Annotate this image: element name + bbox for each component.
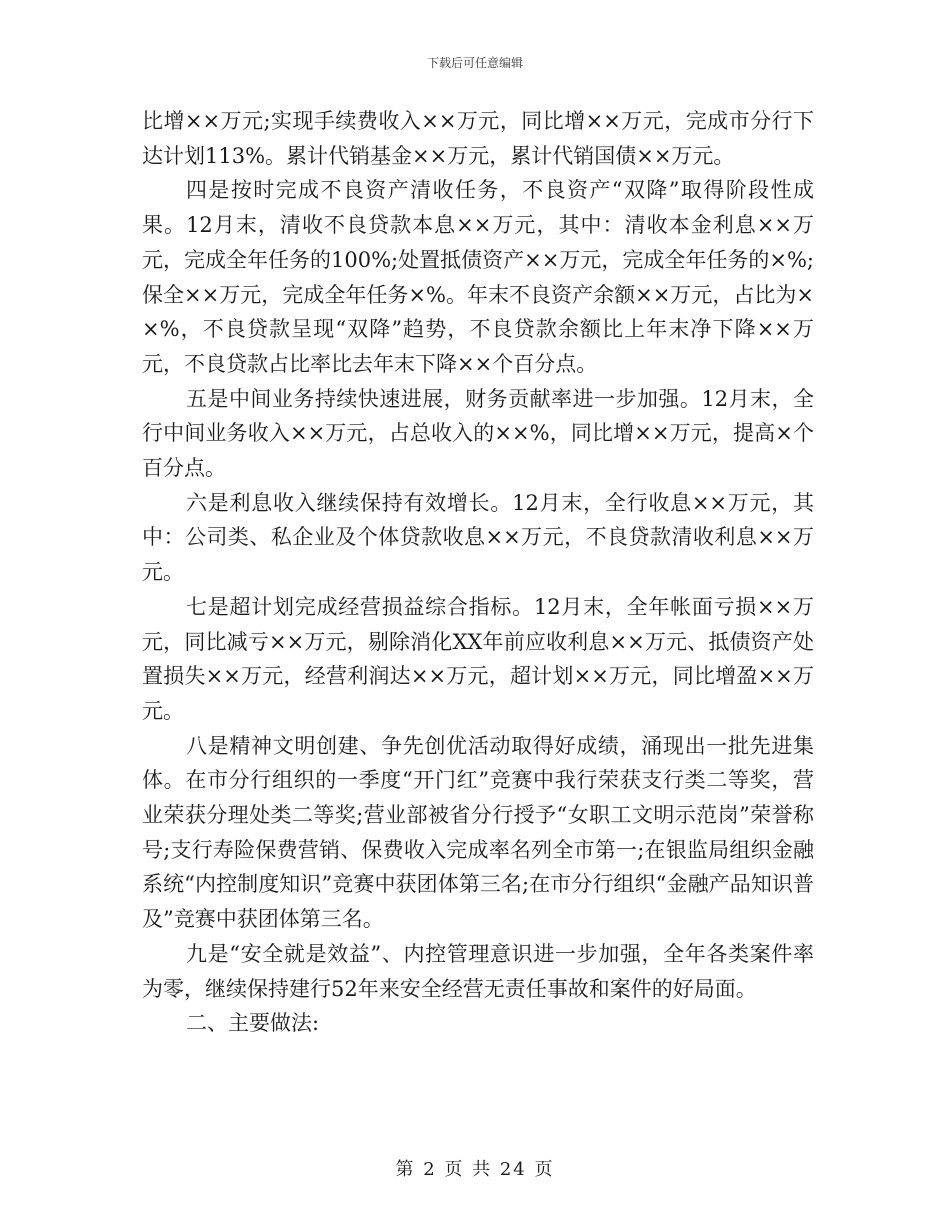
- section-heading-main-practices: 二、主要做法:: [186, 1011, 320, 1036]
- page-number-footer: 第 2 页 共 24 页: [395, 1159, 555, 1180]
- paragraph-item-9: 九是“安全就是效益”、内控管理意识进一步加强，全年各类案件率为零，继续保持建行52年来安全经营无责任事故和案件的好局面。: [142, 941, 814, 1001]
- document-body: [142, 104, 814, 1041]
- paragraph-item-8: 八是精神文明创建、争先创优活动取得好成绩，涌现出一批先进集体。在市分行组织的一季度“开门红”竞赛中我行荣获支行类二等奖，营业荣获分理处类二等奖;营业部被省分行授予“女职工文明示范岗”荣誉称号;支行寿险保费营销、保费收入完成率名列全市第一;在银监局组织金融系统“内控制度知识”竞赛中获团体第三名;在市分行组织“金融产品知识普及”竞赛中获团体第三名。: [142, 733, 814, 932]
- paragraph-item-7: 七是超计划完成经营损益综合指标。12月末，全年帐面亏损××万元，同比减亏××万元，剔除消化XX年前应收利息××万元、抵债资产处置损失××万元，经营利润达××万元，超计划××万元，同比增盈××万元。: [142, 594, 814, 723]
- paragraph-item-4: 四是按时完成不良资产清收任务，不良资产“双降”取得阶段性成果。12月末，清收不良贷款本息××万元，其中：清收本金利息××万元，完成全年任务的100%;处置抵债资产××万元，完成全年任务的×%;保全××万元，完成全年任务×%。年末不良资产余额××万元，占比为××%，不良贷款呈现“双降”趋势，不良贷款余额比上年末净下降××万元，不良贷款占比率比去年末下降××个百分点。: [142, 178, 814, 376]
- paragraph-item-5: 五是中间业务持续快速进展，财务贡献率进一步加强。12月末，全行中间业务收入××万元，占总收入的××%，同比增××万元，提高×个百分点。: [142, 386, 814, 481]
- paragraph-item-6: 六是利息收入继续保持有效增长。12月末，全行收息××万元，其中：公司类、私企业及个体贷款收息××万元，不良贷款清收利息××万元。: [142, 490, 814, 585]
- paragraph-continuation: 比增××万元;实现手续费收入××万元，同比增××万元，完成市分行下达计划113%。累计代销基金××万元，累计代销国债××万元。: [142, 109, 814, 168]
- header-note: 下载后可任意编辑: [426, 56, 523, 70]
